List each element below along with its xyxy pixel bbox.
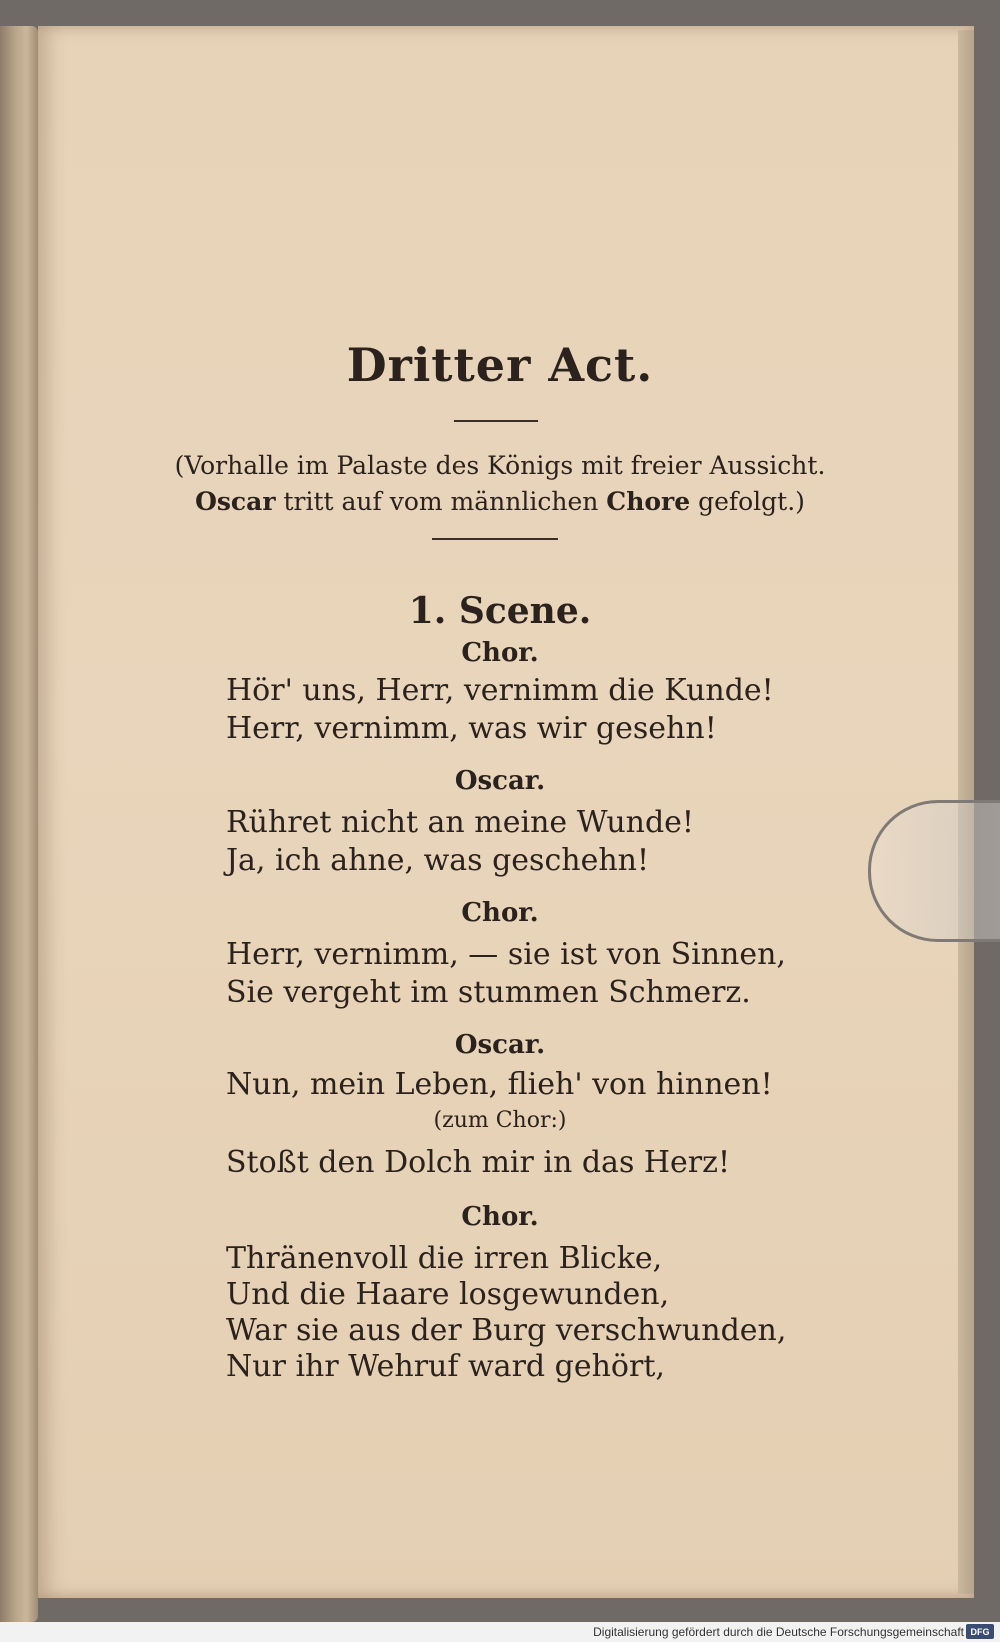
verse-line: Ja, ich ahne, was geschehn!	[226, 843, 650, 878]
verse-line: Herr, vernimm, — sie ist von Sinnen,	[226, 937, 786, 972]
stage-direction-text: tritt auf vom männlichen	[275, 487, 607, 516]
speaker-oscar: Oscar.	[454, 1030, 546, 1060]
speaker-chor: Chor.	[461, 638, 539, 668]
stage-direction-line-1: (Vorhalle im Palaste des Königs mit freier Aussicht.	[174, 451, 826, 480]
speaker-chor: Chor.	[461, 1202, 539, 1232]
stage-direction-chorus: Chore	[606, 487, 691, 516]
stage-direction-speaker: Oscar	[195, 487, 276, 516]
title-divider	[454, 420, 538, 422]
verse-line: Stoßt den Dolch mir in das Herz!	[226, 1145, 730, 1180]
verse-line: Nur ihr Wehruf ward gehört,	[226, 1349, 665, 1384]
verse-line: Thränenvoll die irren Blicke,	[226, 1241, 663, 1276]
page-title: Dritter Act.	[346, 338, 654, 392]
dfg-logo: DFG	[966, 1624, 994, 1639]
verse-line: Hör' uns, Herr, vernimm die Kunde!	[226, 673, 774, 708]
page-clip	[868, 800, 1000, 942]
stage-direction-line-2	[0, 484, 1000, 520]
verse-line: Nun, mein Leben, flieh' von hinnen!	[226, 1067, 773, 1102]
verse-line: Herr, vernimm, was wir gesehn!	[226, 711, 717, 746]
left-page-edge	[0, 26, 38, 1622]
footer-credit: Digitalisierung gefördert durch die Deutsche Forschungsgemeinschaft	[593, 1625, 964, 1639]
verse-line: Rühret nicht an meine Wunde!	[226, 805, 694, 840]
scene-divider	[432, 538, 558, 540]
speaker-oscar: Oscar.	[454, 766, 546, 796]
verse-line: Sie vergeht im stummen Schmerz.	[226, 975, 751, 1010]
stage-direction-end: gefolgt.)	[690, 487, 805, 516]
verse-line: Und die Haare losgewunden,	[226, 1277, 670, 1312]
verse-line: War sie aus der Burg verschwunden,	[226, 1313, 787, 1348]
stage-direction-inline: (zum Chor:)	[433, 1108, 567, 1133]
speaker-chor: Chor.	[461, 898, 539, 928]
scene-heading: 1. Scene.	[408, 590, 592, 632]
